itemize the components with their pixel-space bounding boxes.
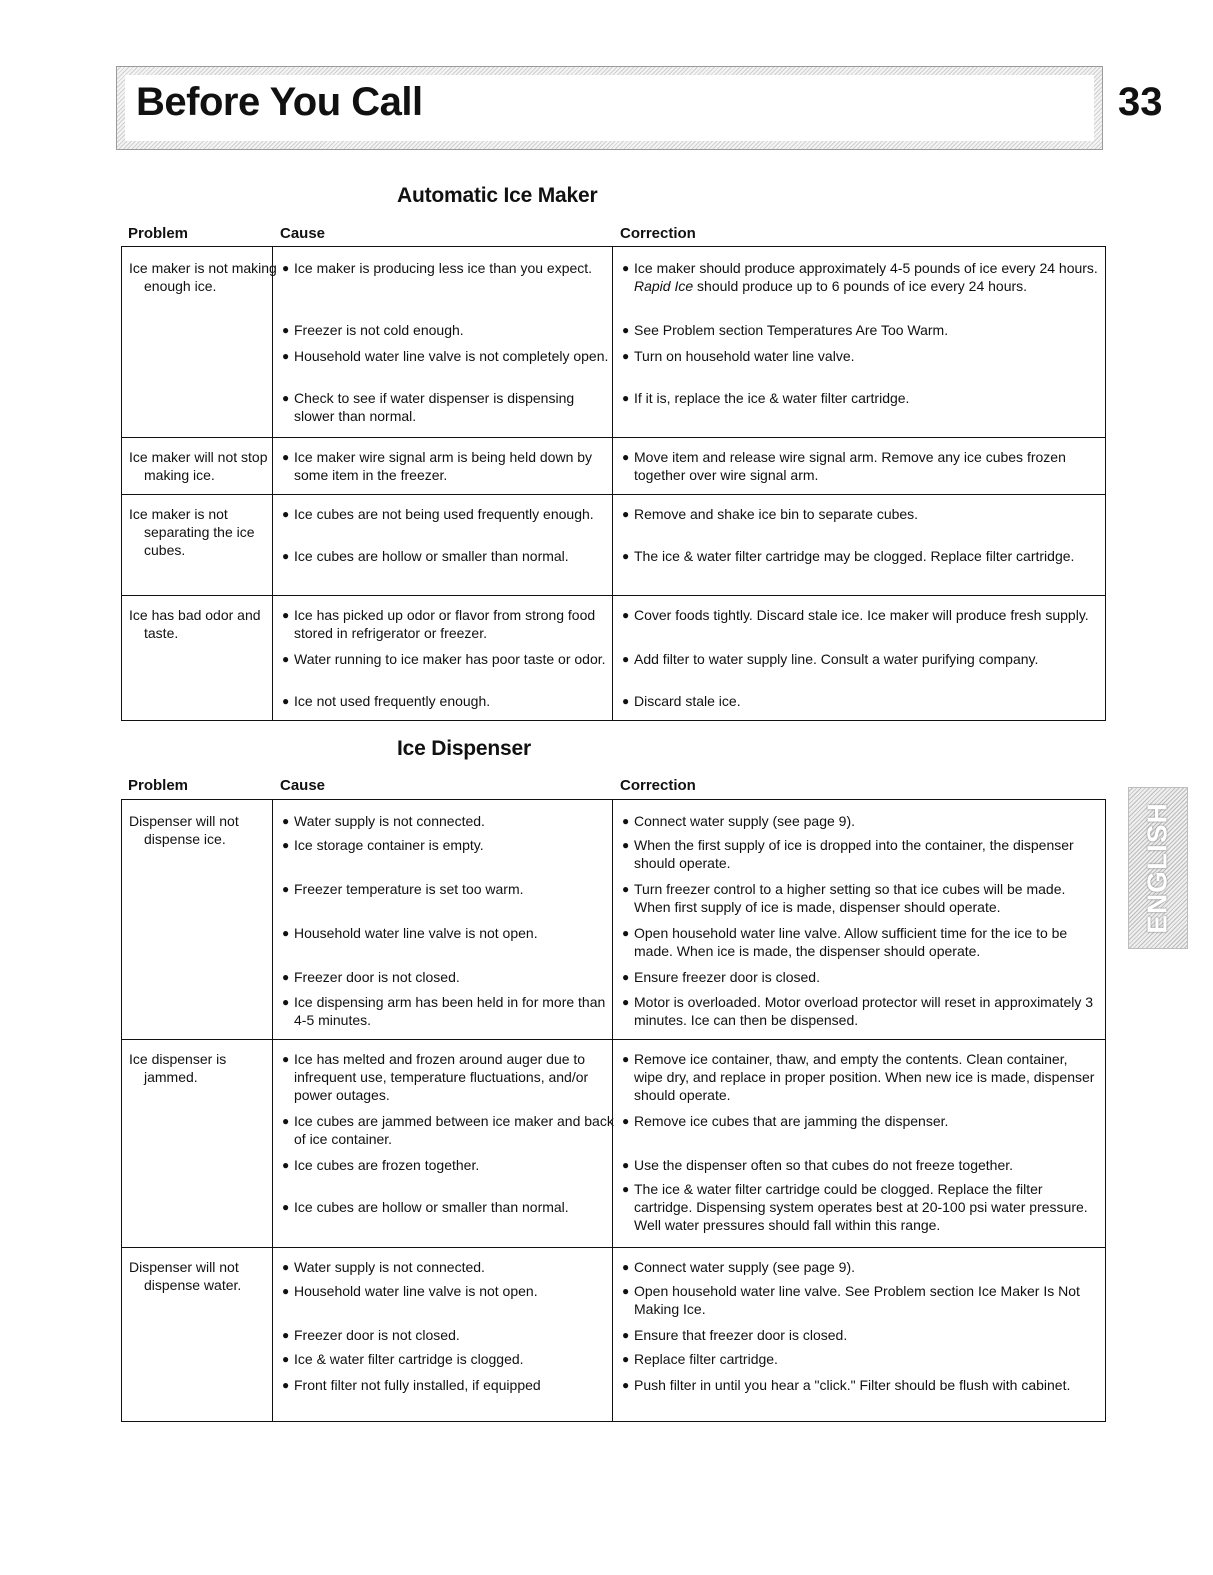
correction-item: ● Move item and release wire signal arm. Remove any ice cubes frozen together over wire signal arm.	[622, 449, 1066, 483]
correction-item: ● Remove ice cubes that are jamming the dispenser.	[622, 1113, 949, 1129]
table-row	[122, 596, 1105, 720]
correction-item: ● Ensure that freezer door is closed.	[622, 1327, 848, 1343]
problem-text: Dispenser will not dispense water.	[129, 1259, 242, 1293]
correction-item: ● Discard stale ice.	[622, 693, 741, 709]
section-title-ice-dispenser: Ice Dispenser	[397, 737, 531, 760]
ice-dispenser-table	[121, 799, 1106, 1422]
cause-item: ● Ice cubes are not being used frequently enough.	[282, 506, 594, 522]
problem-text: Dispenser will not dispense ice.	[129, 813, 239, 847]
cause-item: ● Ice cubes are jammed between ice maker and back of ice container.	[282, 1113, 614, 1147]
column-header-cause: Cause	[280, 777, 326, 794]
section-title-ice-maker: Automatic Ice Maker	[397, 184, 598, 207]
correction-item: ● Ice maker should produce approximately 4-5 pounds of ice every 24 hours. Rapid Ice should produce up to 6 pounds of ice every 24 hours.	[622, 260, 1098, 294]
correction-item: ● Remove and shake ice bin to separate cubes.	[622, 506, 919, 522]
cause-item: ● Ice cubes are frozen together.	[282, 1157, 480, 1173]
problem-text: Ice has bad odor and taste.	[129, 607, 261, 641]
correction-item: ● Add filter to water supply line. Consult a water purifying company.	[622, 651, 1039, 667]
correction-item: ● See Problem section Temperatures Are Too Warm.	[622, 322, 949, 338]
language-tab	[1128, 787, 1188, 949]
column-header-problem: Problem	[128, 777, 189, 794]
cause-item: ● Ice & water filter cartridge is clogged.	[282, 1351, 524, 1367]
correction-item: ● The ice & water filter cartridge may be clogged. Replace filter cartridge.	[622, 548, 1075, 564]
correction-item: ● Remove ice container, thaw, and empty the contents. Clean container, wipe dry, and replace in proper position. When new ice is made, dispenser should operate.	[622, 1051, 1095, 1103]
page-title: Before You Call	[136, 80, 423, 124]
column-header-correction: Correction	[620, 225, 696, 242]
column-header-cause: Cause	[280, 225, 326, 242]
cause-item: ● Ice maker is producing less ice than you expect.	[282, 260, 593, 276]
cause-item: ● Ice maker wire signal arm is being held down by some item in the freezer.	[282, 449, 593, 483]
cause-item: ● Household water line valve is not completely open.	[282, 348, 609, 364]
cause-item: ● Household water line valve is not open.	[282, 1283, 538, 1299]
problem-text: Ice maker is not making enough ice.	[129, 260, 277, 294]
cause-item: ● Ice has picked up odor or flavor from strong food stored in refrigerator or freezer.	[282, 607, 596, 641]
table-row	[122, 438, 1105, 495]
cause-item: ● Water running to ice maker has poor taste or odor.	[282, 651, 606, 667]
correction-item: ● Connect water supply (see page 9).	[622, 1259, 856, 1275]
cause-item: ● Freezer door is not closed.	[282, 1327, 460, 1343]
problem-text: Ice dispenser is jammed.	[129, 1051, 227, 1085]
table-row	[122, 1248, 1105, 1421]
correction-item: ● Motor is overloaded. Motor overload protector will reset in approximately 3 minutes. Ice can then be dispensed.	[622, 994, 1094, 1028]
cause-item: ● Ice cubes are hollow or smaller than normal.	[282, 548, 569, 564]
cause-item: ● Household water line valve is not open.	[282, 925, 538, 941]
correction-item: ● Ensure freezer door is closed.	[622, 969, 820, 985]
table-row	[122, 495, 1105, 596]
correction-item: ● Turn on household water line valve.	[622, 348, 855, 364]
column-header-problem: Problem	[128, 225, 189, 242]
correction-item: ● The ice & water filter cartridge could be clogged. Replace the filter cartridge. Dispensing system operates best at 20-100 psi water pressure. Well water pressures should fall within this range.	[622, 1181, 1088, 1233]
page-number: 33	[1118, 80, 1163, 124]
correction-item: ● If it is, replace the ice & water filter cartridge.	[622, 390, 910, 406]
table-row	[122, 800, 1105, 1040]
cause-item: ● Water supply is not connected.	[282, 1259, 485, 1275]
cause-item: ● Ice not used frequently enough.	[282, 693, 491, 709]
correction-item: ● Use the dispenser often so that cubes do not freeze together.	[622, 1157, 1014, 1173]
correction-item: ● Turn freezer control to a higher setting so that ice cubes will be made. When first supply of ice is made, dispenser should operate.	[622, 881, 1066, 915]
column-header-correction: Correction	[620, 777, 696, 794]
table-row	[122, 247, 1105, 438]
correction-item: ● Connect water supply (see page 9).	[622, 813, 856, 829]
correction-item: ● Open household water line valve. Allow sufficient time for the ice to be made. When ice is made, the dispenser should operate.	[622, 925, 1068, 959]
correction-item: ● Open household water line valve. See Problem section Ice Maker Is Not Making Ice.	[622, 1283, 1080, 1317]
problem-text: Ice maker will not stop making ice.	[129, 449, 268, 483]
cause-item: ● Water supply is not connected.	[282, 813, 485, 829]
cause-item: ● Freezer is not cold enough.	[282, 322, 464, 338]
correction-item: ● When the first supply of ice is dropped into the container, the dispenser should operate.	[622, 837, 1074, 871]
cause-item: ● Freezer door is not closed.	[282, 969, 460, 985]
table-row	[122, 1040, 1105, 1248]
correction-item: ● Replace filter cartridge.	[622, 1351, 778, 1367]
problem-text: Ice maker is not separating the ice cubes.	[129, 506, 255, 558]
cause-item: ● Ice storage container is empty.	[282, 837, 484, 853]
cause-item: ● Ice has melted and frozen around auger due to infrequent use, temperature fluctuations, and/or power outages.	[282, 1051, 589, 1103]
cause-item: ● Check to see if water dispenser is dispensing slower than normal.	[282, 390, 575, 424]
language-tab-label: ENGLISH	[1142, 802, 1173, 934]
cause-item: ● Ice dispensing arm has been held in for more than 4-5 minutes.	[282, 994, 606, 1028]
ice-maker-table	[121, 246, 1106, 721]
cause-item: ● Freezer temperature is set too warm.	[282, 881, 524, 897]
cause-item: ● Front filter not fully installed, if equipped	[282, 1377, 541, 1393]
correction-item: ● Cover foods tightly. Discard stale ice. Ice maker will produce fresh supply.	[622, 607, 1089, 623]
cause-item: ● Ice cubes are hollow or smaller than normal.	[282, 1199, 569, 1215]
correction-item: ● Push filter in until you hear a "click." Filter should be flush with cabinet.	[622, 1377, 1071, 1393]
